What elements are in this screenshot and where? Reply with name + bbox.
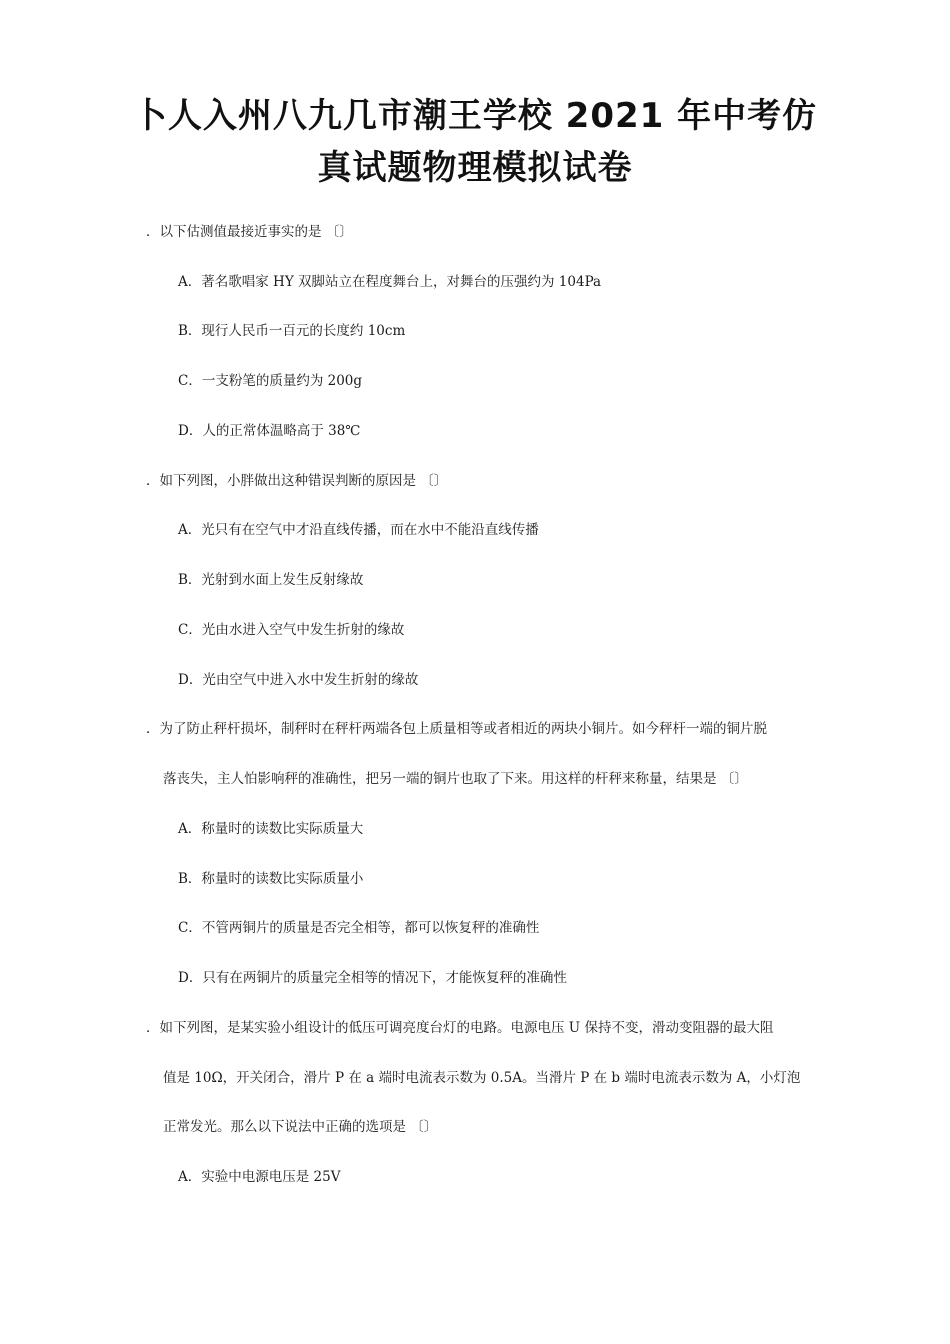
question-3-stem-line-1: ．为了防止秤杆损坏，制秤时在秤杆两端各包上质量相等或者相近的两块小铜片。如今秤杆一端的铜片脱 [146, 721, 767, 737]
question-1-stem: ．以下估测值最接近事实的是 〔〕 [146, 224, 353, 240]
question-2-stem: ．如下列图，小胖做出这种错误判断的原因是 〔〕 [146, 473, 448, 489]
question-2-option-a: A．光只有在空气中才沿直线传播，而在水中不能沿直线传播 [178, 522, 539, 538]
question-1-option-c: C．一支粉笔的质量约为 200g [178, 373, 363, 389]
question-4-stem-line-2: 值是 10Ω，开关闭合，滑片 P 在 a 端时电流表示数为 0.5A。当滑片 P 在 b 端时电流表示数为 A，小灯泡 [163, 1070, 801, 1086]
question-3-option-d: D．只有在两铜片的质量完全相等的情况下，才能恢复秤的准确性 [178, 970, 567, 986]
question-2-option-b: B．光射到水面上发生反射缘故 [178, 572, 364, 588]
question-4-stem-line-3: 正常发光。那么以下说法中正确的选项是 〔〕 [163, 1119, 438, 1135]
document-title-line-2: 真试题物理模拟试卷 [317, 148, 633, 188]
document-title-line-1: 卜人入州八九几市潮王学校 2021 年中考仿 [132, 96, 818, 136]
question-3-option-c: C．不管两铜片的质量是否完全相等，都可以恢复秤的准确性 [178, 920, 540, 936]
question-2-option-c: C．光由水进入空气中发生折射的缘故 [178, 622, 405, 638]
question-3-option-b: B．称量时的读数比实际质量小 [178, 871, 364, 887]
question-1-option-d: D．人的正常体温略高于 38℃ [178, 423, 361, 439]
question-4-stem-line-1: ．如下列图，是某实验小组设计的低压可调亮度台灯的电路。电源电压 U 保持不变，滑动变阻器的最大阻 [146, 1020, 774, 1036]
question-3-option-a: A．称量时的读数比实际质量大 [178, 821, 364, 837]
question-1-option-b: B．现行人民币一百元的长度约 10cm [178, 323, 406, 339]
question-2-option-d: D．光由空气中进入水中发生折射的缘故 [178, 672, 419, 688]
question-1-option-a: A．著名歌唱家 HY 双脚站立在程度舞台上，对舞台的压强约为 104Pa [178, 274, 602, 290]
question-3-stem-line-2: 落丧失，主人怕影响秤的准确性，把另一端的铜片也取了下来。用这样的杆秤来称量，结果是 〔〕 [163, 771, 748, 787]
question-4-option-a: A．实验中电源电压是 25V [178, 1169, 341, 1185]
